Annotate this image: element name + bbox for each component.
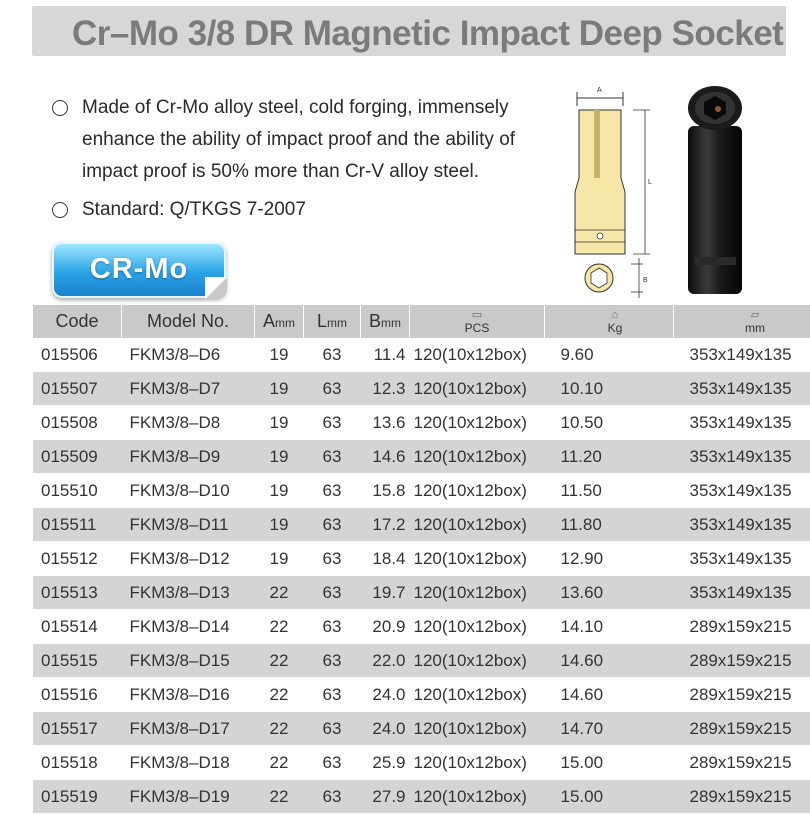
dimension-label-l: L (648, 179, 652, 186)
cell-a: 22 (255, 678, 304, 712)
box-icon: ▭ (472, 309, 482, 322)
cell-a: 19 (255, 372, 304, 406)
header-code: Code (33, 305, 122, 338)
cell-code: 015519 (33, 780, 122, 814)
carton-icon: ▱ (751, 309, 759, 322)
cell-model: FKM3/8–D10 (122, 474, 255, 508)
cell-l: 63 (304, 508, 361, 542)
cell-pcs: 120(10x12box) (410, 644, 545, 678)
material-badge (52, 242, 226, 298)
table-row (33, 508, 810, 542)
cell-code: 015509 (33, 440, 122, 474)
table-row (33, 610, 810, 644)
cell-a: 22 (255, 576, 304, 610)
cell-model: FKM3/8–D12 (122, 542, 255, 576)
cell-pcs: 120(10x12box) (410, 746, 545, 780)
cell-size: 289x159x215 (674, 644, 810, 678)
cell-model: FKM3/8–D19 (122, 780, 255, 814)
cell-model: FKM3/8–D9 (122, 440, 255, 474)
badge-label: CR-Mo (54, 253, 224, 286)
cell-code: 015515 (33, 644, 122, 678)
table-row (33, 542, 810, 576)
cell-b: 12.3 (361, 372, 410, 406)
cell-b: 25.9 (361, 746, 410, 780)
cell-model: FKM3/8–D11 (122, 508, 255, 542)
cell-pcs: 120(10x12box) (410, 712, 545, 746)
feature-text: Standard: Q/TKGS 7-2007 (82, 194, 306, 226)
cell-pcs: 120(10x12box) (410, 542, 545, 576)
cell-a: 19 (255, 440, 304, 474)
cell-kg: 11.80 (545, 508, 674, 542)
cell-a: 22 (255, 712, 304, 746)
cell-code: 015506 (33, 338, 122, 372)
cell-a: 22 (255, 644, 304, 678)
cell-a: 19 (255, 508, 304, 542)
weight-icon: ⌂ (612, 309, 619, 322)
cell-kg: 13.60 (545, 576, 674, 610)
header-model: Model No. (122, 305, 255, 338)
table-row (33, 338, 810, 372)
cell-code: 015507 (33, 372, 122, 406)
cell-model: FKM3/8–D16 (122, 678, 255, 712)
cell-model: FKM3/8–D13 (122, 576, 255, 610)
cell-size: 353x149x135 (674, 508, 810, 542)
feature-list (52, 92, 552, 226)
table-row (33, 406, 810, 440)
header-a: Amm (255, 305, 304, 338)
cell-b: 14.6 (361, 440, 410, 474)
cell-l: 63 (304, 338, 361, 372)
cell-a: 19 (255, 542, 304, 576)
cell-size: 353x149x135 (674, 542, 810, 576)
table-row (33, 440, 810, 474)
cell-pcs: 120(10x12box) (410, 474, 545, 508)
cell-a: 19 (255, 338, 304, 372)
cell-l: 63 (304, 474, 361, 508)
page-title: Cr–Mo 3/8 DR Magnetic Impact Deep Socket (72, 14, 783, 54)
table-body (33, 338, 810, 814)
header-b: Bmm (361, 305, 410, 338)
cell-kg: 12.90 (545, 542, 674, 576)
cell-b: 20.9 (361, 610, 410, 644)
cell-l: 63 (304, 576, 361, 610)
cell-b: 13.6 (361, 406, 410, 440)
cell-kg: 15.00 (545, 746, 674, 780)
socket-dimension-drawing (555, 80, 665, 300)
circle-bullet-icon (52, 100, 68, 116)
cell-model: FKM3/8–D8 (122, 406, 255, 440)
dimension-label-b: B (643, 277, 648, 284)
cell-a: 22 (255, 610, 304, 644)
cell-l: 63 (304, 644, 361, 678)
header-pcs: ▭ PCS (410, 305, 545, 338)
cell-b: 15.8 (361, 474, 410, 508)
cell-b: 17.2 (361, 508, 410, 542)
cell-model: FKM3/8–D15 (122, 644, 255, 678)
header-size: ▱ mm (674, 305, 810, 338)
cell-pcs: 120(10x12box) (410, 576, 545, 610)
cell-a: 22 (255, 780, 304, 814)
cell-code: 015514 (33, 610, 122, 644)
cell-kg: 9.60 (545, 338, 674, 372)
cell-l: 63 (304, 406, 361, 440)
cell-l: 63 (304, 746, 361, 780)
table-row (33, 474, 810, 508)
cell-pcs: 120(10x12box) (410, 678, 545, 712)
header-kg: ⌂ Kg (545, 305, 674, 338)
table-row (33, 712, 810, 746)
cell-size: 353x149x135 (674, 406, 810, 440)
cell-size: 353x149x135 (674, 440, 810, 474)
cell-pcs: 120(10x12box) (410, 610, 545, 644)
cell-kg: 14.60 (545, 644, 674, 678)
cell-code: 015518 (33, 746, 122, 780)
table-row (33, 678, 810, 712)
cell-size: 353x149x135 (674, 474, 810, 508)
feature-text: Made of Cr-Mo alloy steel, cold forging, immensely enhance the ability of impact proof and the ability of impact proof is 50% more than Cr-V alloy steel. (82, 92, 552, 188)
cell-size: 353x149x135 (674, 338, 810, 372)
circle-bullet-icon (52, 202, 68, 218)
table-row (33, 780, 810, 814)
cell-b: 11.4 (361, 338, 410, 372)
cell-kg: 14.10 (545, 610, 674, 644)
cell-l: 63 (304, 610, 361, 644)
table-row (33, 576, 810, 610)
cell-pcs: 120(10x12box) (410, 372, 545, 406)
cell-l: 63 (304, 440, 361, 474)
cell-kg: 11.20 (545, 440, 674, 474)
cell-b: 24.0 (361, 712, 410, 746)
feature-item (52, 194, 552, 226)
cell-kg: 10.50 (545, 406, 674, 440)
table-row (33, 644, 810, 678)
cell-a: 22 (255, 746, 304, 780)
cell-l: 63 (304, 780, 361, 814)
cell-size: 289x159x215 (674, 610, 810, 644)
cell-kg: 10.10 (545, 372, 674, 406)
cell-model: FKM3/8–D7 (122, 372, 255, 406)
cell-kg: 14.70 (545, 712, 674, 746)
socket-product-photo (680, 82, 750, 302)
cell-l: 63 (304, 712, 361, 746)
cell-model: FKM3/8–D18 (122, 746, 255, 780)
cell-pcs: 120(10x12box) (410, 406, 545, 440)
header-l: Lmm (304, 305, 361, 338)
cell-model: FKM3/8–D6 (122, 338, 255, 372)
cell-kg: 11.50 (545, 474, 674, 508)
cell-size: 353x149x135 (674, 372, 810, 406)
cell-kg: 15.00 (545, 780, 674, 814)
cell-size: 289x159x215 (674, 712, 810, 746)
cell-b: 22.0 (361, 644, 410, 678)
table-row (33, 746, 810, 780)
cell-size: 289x159x215 (674, 746, 810, 780)
cell-model: FKM3/8–D14 (122, 610, 255, 644)
page-curl-decoration (205, 277, 227, 299)
cell-kg: 14.60 (545, 678, 674, 712)
cell-code: 015513 (33, 576, 122, 610)
cell-b: 18.4 (361, 542, 410, 576)
cell-pcs: 120(10x12box) (410, 508, 545, 542)
title-bar (32, 6, 786, 56)
cell-b: 27.9 (361, 780, 410, 814)
cell-b: 19.7 (361, 576, 410, 610)
cell-code: 015508 (33, 406, 122, 440)
cell-code: 015516 (33, 678, 122, 712)
cell-code: 015511 (33, 508, 122, 542)
cell-pcs: 120(10x12box) (410, 440, 545, 474)
cell-size: 353x149x135 (674, 576, 810, 610)
cell-code: 015512 (33, 542, 122, 576)
cell-size: 289x159x215 (674, 780, 810, 814)
cell-code: 015517 (33, 712, 122, 746)
cell-l: 63 (304, 372, 361, 406)
cell-a: 19 (255, 406, 304, 440)
cell-pcs: 120(10x12box) (410, 338, 545, 372)
table-header-row (33, 305, 810, 338)
cell-code: 015510 (33, 474, 122, 508)
cell-model: FKM3/8–D17 (122, 712, 255, 746)
cell-l: 63 (304, 678, 361, 712)
dimension-label-a: A (597, 87, 602, 94)
cell-b: 24.0 (361, 678, 410, 712)
spec-table (33, 305, 810, 814)
cell-pcs: 120(10x12box) (410, 780, 545, 814)
table-row (33, 372, 810, 406)
cell-l: 63 (304, 542, 361, 576)
cell-size: 289x159x215 (674, 678, 810, 712)
cell-a: 19 (255, 474, 304, 508)
feature-item (52, 92, 552, 188)
